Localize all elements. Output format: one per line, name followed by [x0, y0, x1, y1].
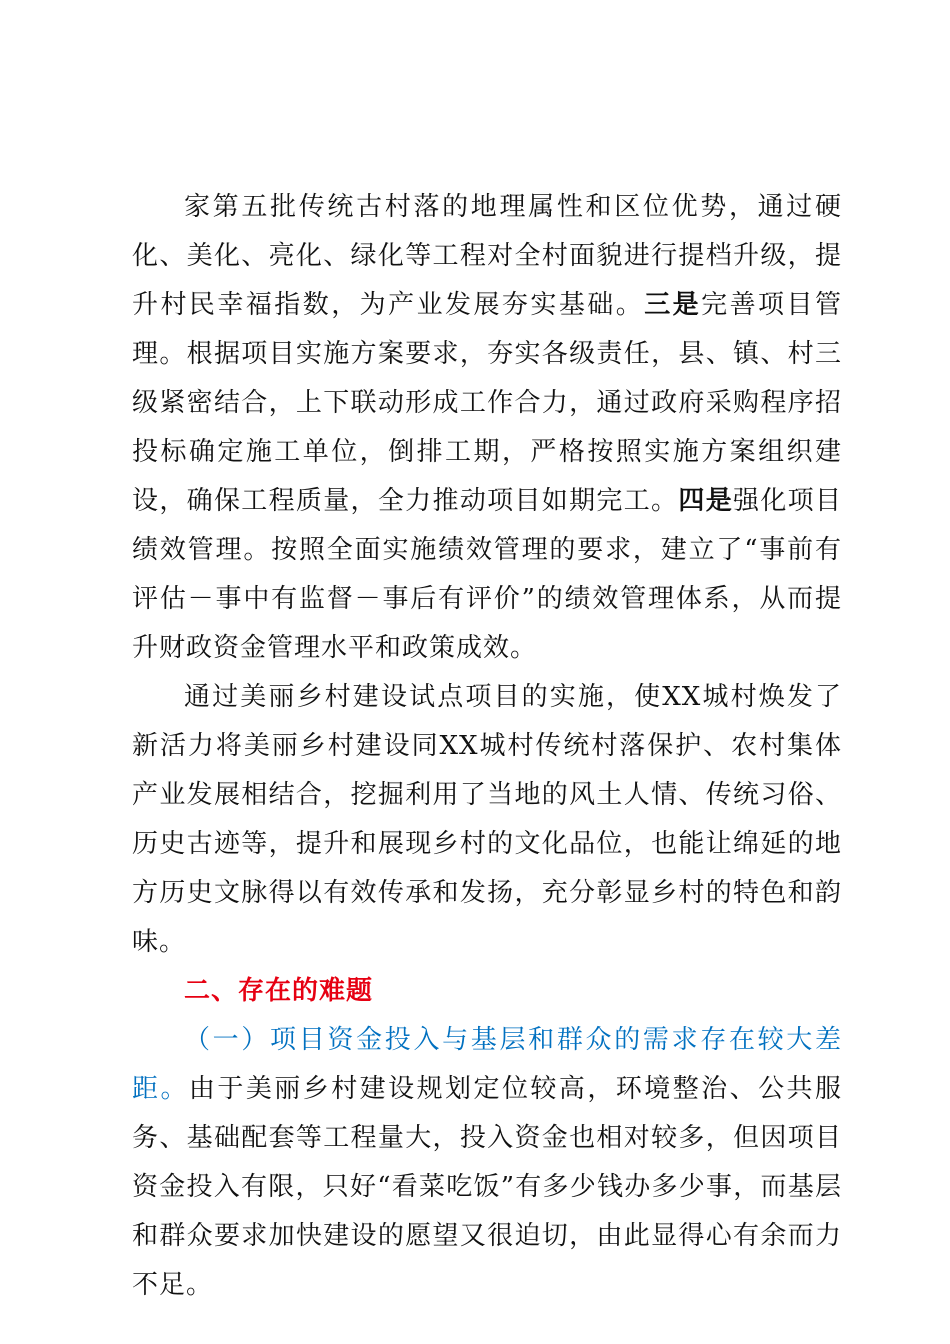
paragraph-text: 家第五批传统古村落的地理属性和区位优势，通过硬化、美化、亮化、绿化等工程对全村面貌进行提档升级，提升村民幸福指数，为产业发展夯实基础。: [132, 192, 842, 320]
document-body: [132, 183, 842, 1310]
section-heading: 二、存在的难题: [184, 976, 374, 1006]
paragraph-text: 由于美丽乡村建设规划定位较高，环境整治、公共服务、基础配套等工程量大，投入资金也相对较多，但因项目资金投入有限，只好“看菜吃饭”有多少钱办多少事，而基层和群众要求加快建设的愿望又很迫切，由此显得心有余而力不足。: [132, 1074, 842, 1300]
subsection-heading: （一）项目资金投入与基层和群众的需求存在较大差距。: [132, 1025, 842, 1104]
bold-marker-third: 三是: [644, 290, 702, 320]
paragraph-project-management: [132, 183, 842, 673]
paragraph-results: 通过美丽乡村建设试点项目的实施，使XX城村焕发了新活力将美丽乡村建设同XX城村传统村落保护、农村集体产业发展相结合，挖掘利用了当地的风土人情、传统习俗、历史古迹等，提升和展现乡村的文化品位，也能让绵延的地方历史文脉得以有效传承和发扬，充分彰显乡村的特色和韵味。: [132, 682, 842, 957]
paragraph-text: 完善项目管理。根据项目实施方案要求，夯实各级责任，县、镇、村三级紧密结合，上下联动形成工作合力，通过政府采购程序招投标确定施工单位，倒排工期，严格按照实施方案组织建设，确保工程质量，全力推动项目如期完工。: [132, 290, 842, 516]
paragraph-text: 强化项目绩效管理。按照全面实施绩效管理的要求，建立了“事前有评估－事中有监督－事后有评价”的绩效管理体系，从而提升财政资金管理水平和政策成效。: [132, 486, 842, 663]
bold-marker-fourth: 四是: [678, 486, 734, 516]
paragraph-funding-gap: [132, 1016, 842, 1310]
